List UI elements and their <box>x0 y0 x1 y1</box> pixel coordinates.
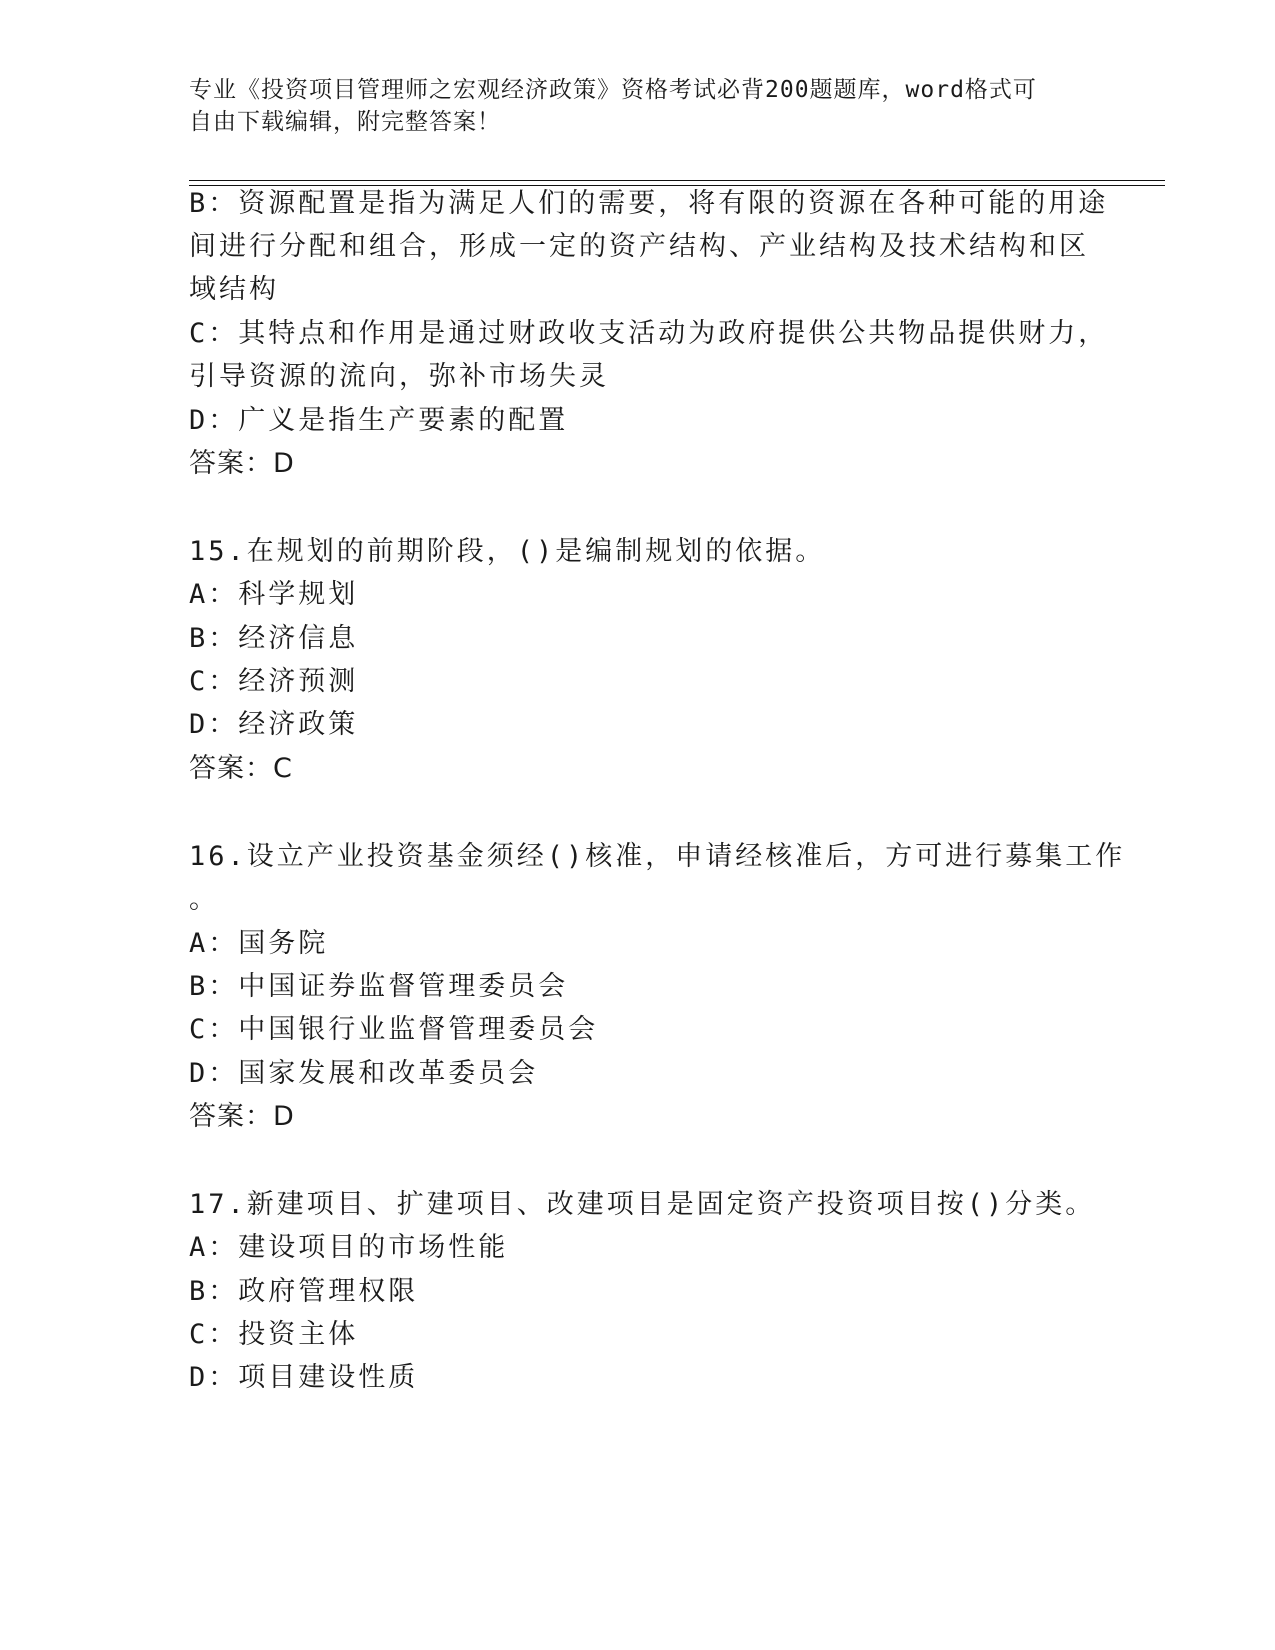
q14-answer: 答案：D <box>189 448 295 479</box>
q16-question-line-2: 。 <box>189 884 219 915</box>
header-title-line-1: 专业《投资项目管理师之宏观经济政策》资格考试必背200题题库，word格式可 <box>189 77 1037 103</box>
header-title-line-2: 自由下载编辑，附完整答案！ <box>189 109 501 135</box>
q17-option-a: A：建设项目的市场性能 <box>189 1232 509 1263</box>
q17-question: 17.新建项目、扩建项目、改建项目是固定资产投资项目按()分类。 <box>189 1189 1096 1220</box>
q14-option-b-line-2: 间进行分配和组合，形成一定的资产结构、产业结构及技术结构和区 <box>189 231 1089 262</box>
q14-option-c-line-2: 引导资源的流向，弥补市场失灵 <box>189 361 609 392</box>
q16-option-a: A：国务院 <box>189 928 329 959</box>
q16-option-b: B：中国证券监督管理委员会 <box>189 971 569 1002</box>
q16-question-line-1: 16.设立产业投资基金须经()核准，申请经核准后，方可进行募集工作 <box>189 841 1126 872</box>
q14-option-c-line-1: C：其特点和作用是通过财政收支活动为政府提供公共物品提供财力， <box>189 318 1109 349</box>
q14-option-d: D：广义是指生产要素的配置 <box>189 405 569 436</box>
q15-option-a: A：科学规划 <box>189 579 359 610</box>
document-header <box>189 74 1089 138</box>
q15-option-c: C：经济预测 <box>189 666 359 697</box>
q17-option-c: C：投资主体 <box>189 1319 359 1350</box>
q14-option-b-line-1: B：资源配置是指为满足人们的需要，将有限的资源在各种可能的用途 <box>189 188 1109 219</box>
q16-answer: 答案：D <box>189 1101 295 1132</box>
q16-option-d: D：国家发展和改革委员会 <box>189 1058 539 1089</box>
q15-option-b: B：经济信息 <box>189 623 359 654</box>
q15-option-d: D：经济政策 <box>189 709 359 740</box>
q17-option-b: B：政府管理权限 <box>189 1276 419 1307</box>
q15-question: 15.在规划的前期阶段，()是编制规划的依据。 <box>189 536 826 567</box>
header-divider-top <box>189 180 1165 181</box>
q16-option-c: C：中国银行业监督管理委员会 <box>189 1014 599 1045</box>
q17-option-d: D：项目建设性质 <box>189 1362 419 1393</box>
q14-option-b-line-3: 域结构 <box>189 274 279 305</box>
q15-answer: 答案：C <box>189 753 293 784</box>
